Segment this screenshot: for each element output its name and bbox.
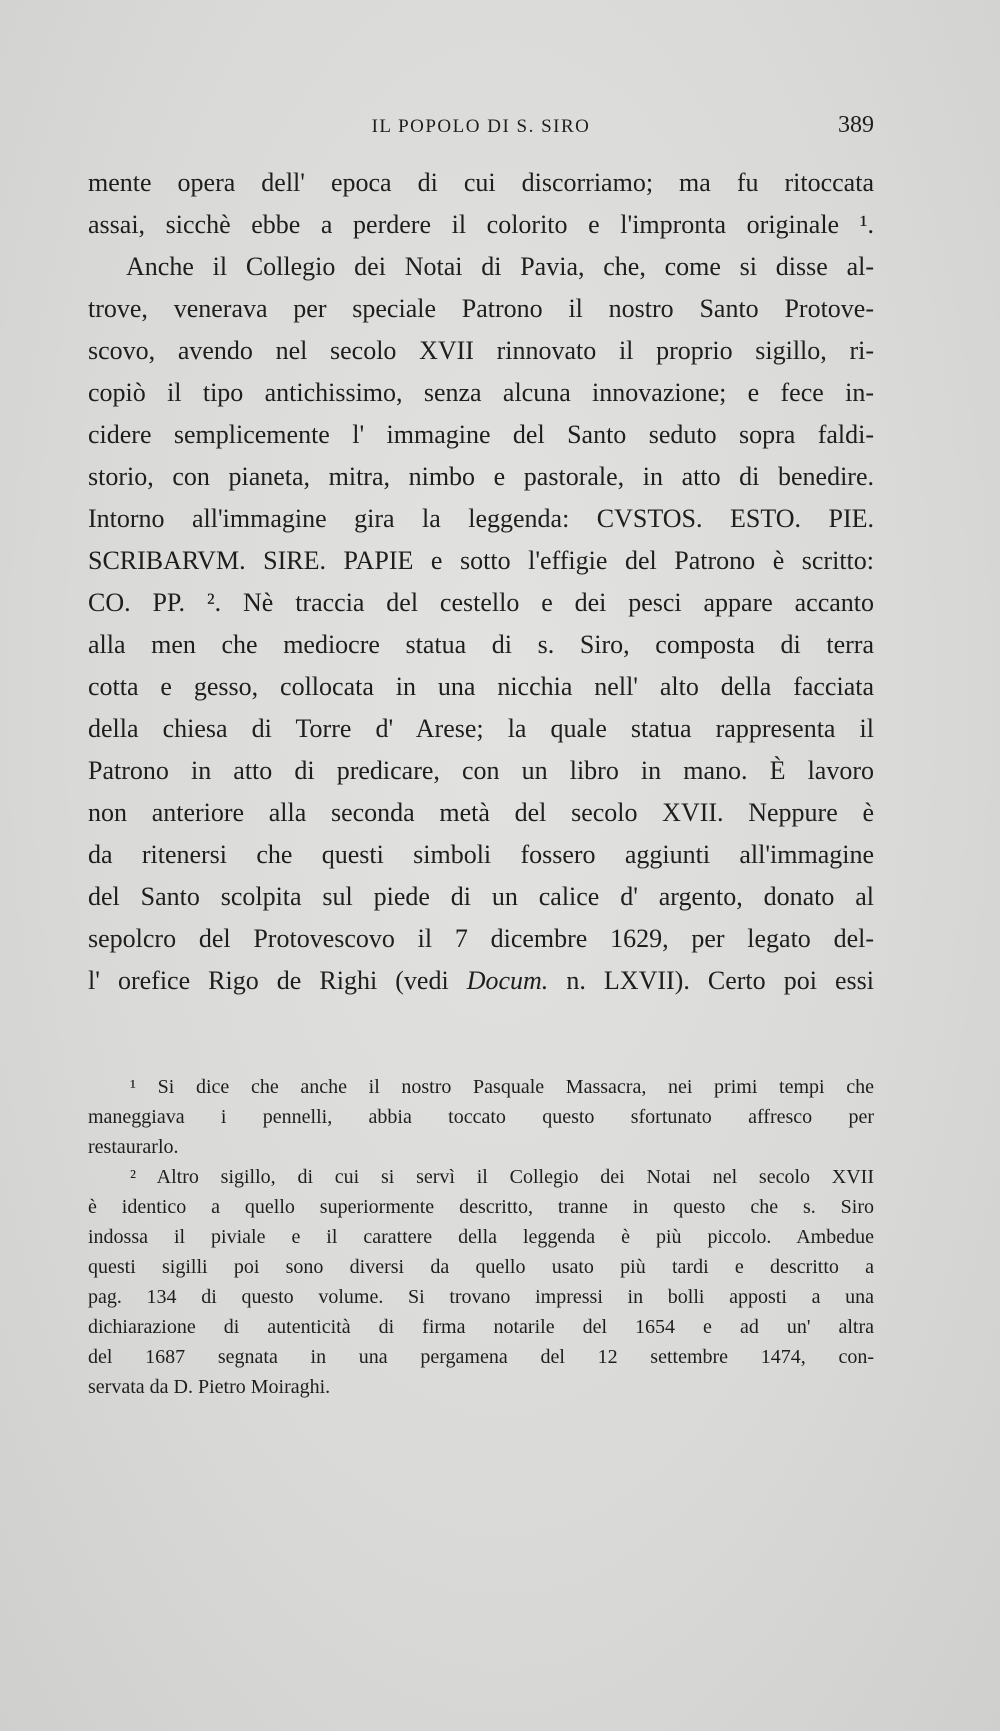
text-line: della chiesa di Torre d' Arese; la quale statua rappresenta il <box>88 714 874 743</box>
footnote-line: indossa il piviale e il carattere della leggenda è più piccolo. Ambedue <box>88 1226 874 1248</box>
text-line: cotta e gesso, collocata in una nicchia nell' alto della facciata <box>88 672 874 701</box>
text-line: copiò il tipo antichissimo, senza alcuna innovazione; e fece in- <box>88 378 874 407</box>
text-line: SCRIBARVM. SIRE. PAPIE e sotto l'effigie del Patrono è scritto: <box>88 546 874 575</box>
text-line: da ritenersi che questi simboli fossero aggiunti all'immagine <box>88 840 874 869</box>
page-header <box>88 112 874 148</box>
footnote-line: ² Altro sigillo, di cui si servì il Collegio dei Notai nel secolo XVII <box>130 1166 874 1188</box>
text-line: non anteriore alla seconda metà del secolo XVII. Neppure è <box>88 798 874 827</box>
text-line-last <box>88 960 874 1002</box>
text-line: sepolcro del Protovescovo il 7 dicembre 1629, per legato del- <box>88 924 874 953</box>
text-line: assai, sicchè ebbe a perdere il colorito e l'impronta originale ¹. <box>88 210 874 239</box>
footnote-line: è identico a quello superiormente descritto, tranne in questo che s. Siro <box>88 1196 874 1218</box>
page-number: 389 <box>838 112 874 138</box>
footnote-line: ¹ Si dice che anche il nostro Pasquale Massacra, nei primi tempi che <box>130 1076 874 1098</box>
text-line: Intorno all'immagine gira la leggenda: CVSTOS. ESTO. PIE. <box>88 504 874 533</box>
footnote-line: pag. 134 di questo volume. Si trovano impressi in bolli apposti a una <box>88 1286 874 1308</box>
text-segment: l' orefice Rigo de Righi (vedi <box>88 966 467 995</box>
footnotes <box>88 1072 874 1402</box>
running-title: IL POPOLO DI S. SIRO <box>371 116 591 137</box>
text-line: mente opera dell' epoca di cui discorriamo; ma fu ritoccata <box>88 168 874 197</box>
text-segment: n. LXVII). Certo poi essi <box>548 966 874 995</box>
text-line: CO. PP. ². Nè traccia del cestello e dei pesci appare accanto <box>88 588 874 617</box>
text-line: Patrono in atto di predicare, con un libro in mano. È lavoro <box>88 756 874 785</box>
main-text <box>88 162 874 1002</box>
footnote-line: del 1687 segnata in una pergamena del 12 settembre 1474, con- <box>88 1346 874 1368</box>
text-line: alla men che mediocre statua di s. Siro, composta di terra <box>88 630 874 659</box>
footnote-line: restaurarlo. <box>88 1136 179 1158</box>
text-line: cidere semplicemente l' immagine del Santo seduto sopra faldi- <box>88 420 874 449</box>
footnote-line: servata da D. Pietro Moiraghi. <box>88 1376 331 1398</box>
text-line: storio, con pianeta, mitra, nimbo e pastorale, in atto di benedire. <box>88 462 874 491</box>
text-line: scovo, avendo nel secolo XVII rinnovato il proprio sigillo, ri- <box>88 336 874 365</box>
footnote-line: maneggiava i pennelli, abbia toccato questo sfortunato affresco per <box>88 1106 874 1128</box>
italic-reference: Docum. <box>466 966 549 995</box>
text-line: del Santo scolpita sul piede di un calice d' argento, donato al <box>88 882 874 911</box>
text-line: Anche il Collegio dei Notai di Pavia, che, come si disse al- <box>126 252 874 281</box>
text-line: trove, venerava per speciale Patrono il nostro Santo Protove- <box>88 294 874 323</box>
footnote-line: questi sigilli poi sono diversi da quello usato più tardi e descritto a <box>88 1256 874 1278</box>
footnote-line: dichiarazione di autenticità di firma notarile del 1654 e ad un' altra <box>88 1316 874 1338</box>
